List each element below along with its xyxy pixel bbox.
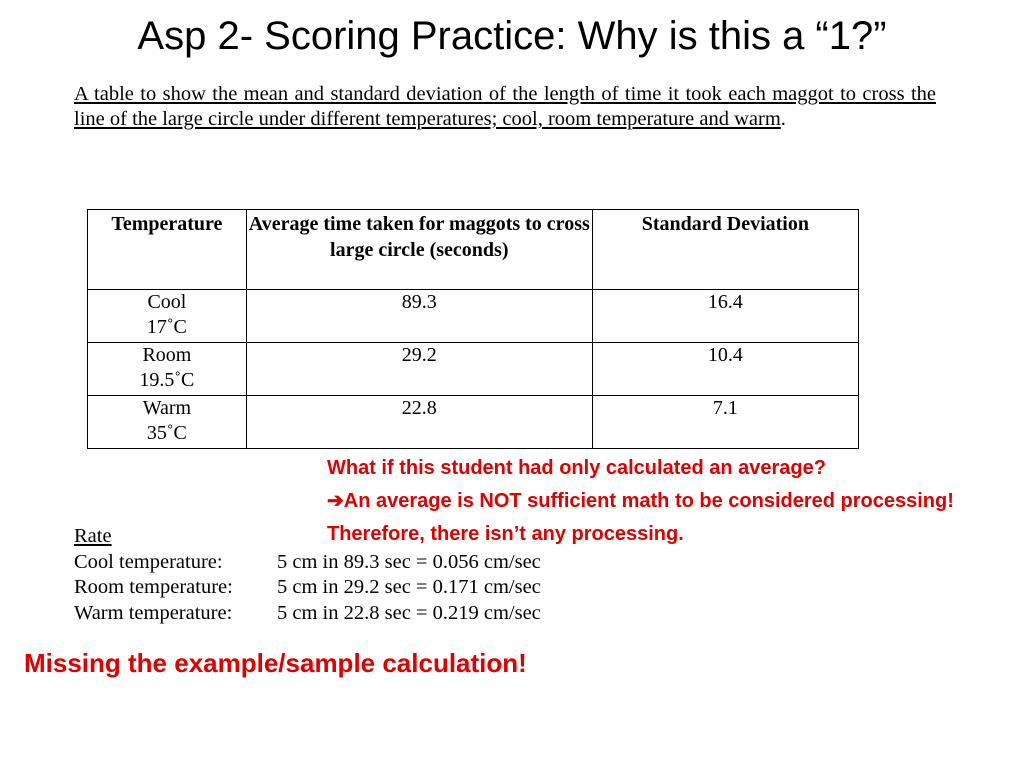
average-cell: 89.3 (246, 290, 592, 343)
table-row (88, 396, 859, 449)
rate-heading: Rate (74, 525, 112, 547)
rate-value: 5 cm in 22.8 sec = 0.219 cm/sec (277, 601, 541, 624)
temperature-name: Warm (142, 397, 192, 419)
header-temperature: Temperature (88, 210, 247, 290)
slide-title: Asp 2- Scoring Practice: Why is this a “1?” (137, 14, 887, 58)
temperature-value: 17˚C (146, 316, 187, 338)
temperature-name: Room (142, 344, 192, 366)
missing-calculation-note: Missing the example/sample calculation! (24, 648, 527, 678)
rate-value: 5 cm in 29.2 sec = 0.171 cm/sec (277, 576, 541, 598)
rate-label: Cool temperature: (74, 550, 223, 573)
rate-label: Room temperature: (74, 576, 233, 598)
temperature-name: Cool (147, 291, 187, 313)
temperature-value: 19.5˚C (139, 369, 195, 391)
rate-row (74, 575, 541, 601)
header-standard-deviation: Standard Deviation (592, 210, 858, 290)
feedback-statement-text: An average is NOT sufficient math to be considered processing! Therefore, there isn’t any processing. (327, 490, 954, 545)
header-average-time: Average time taken for maggots to cross large circle (seconds) (246, 210, 592, 290)
sd-cell: 7.1 (592, 396, 858, 449)
results-table (87, 209, 859, 449)
rate-section (74, 524, 541, 626)
sd-cell: 10.4 (592, 343, 858, 396)
temperature-cell (88, 290, 247, 343)
sd-cell: 16.4 (592, 290, 858, 343)
average-cell: 22.8 (246, 396, 592, 449)
temperature-value: 35˚C (146, 422, 187, 444)
rate-row (74, 601, 541, 627)
feedback-question: What if this student had only calculated an average? (327, 457, 826, 479)
temperature-cell (88, 396, 247, 449)
rate-row (74, 550, 541, 576)
table-row (88, 343, 859, 396)
arrow-right-icon: ➔ (327, 490, 344, 512)
table-caption-period: . (780, 108, 786, 130)
table-caption (74, 82, 936, 132)
rate-value: 5 cm in 89.3 sec = 0.056 cm/sec (277, 550, 541, 573)
table-row (88, 290, 859, 343)
rate-label: Warm temperature: (74, 601, 233, 624)
table-header-row (88, 210, 859, 290)
temperature-cell (88, 343, 247, 396)
average-cell: 29.2 (246, 343, 592, 396)
table-caption-text: A table to show the mean and standard deviation of the length of time it took each maggot to cross the line of the large circle under different temperatures; cool, room temperature and warm (74, 83, 936, 130)
